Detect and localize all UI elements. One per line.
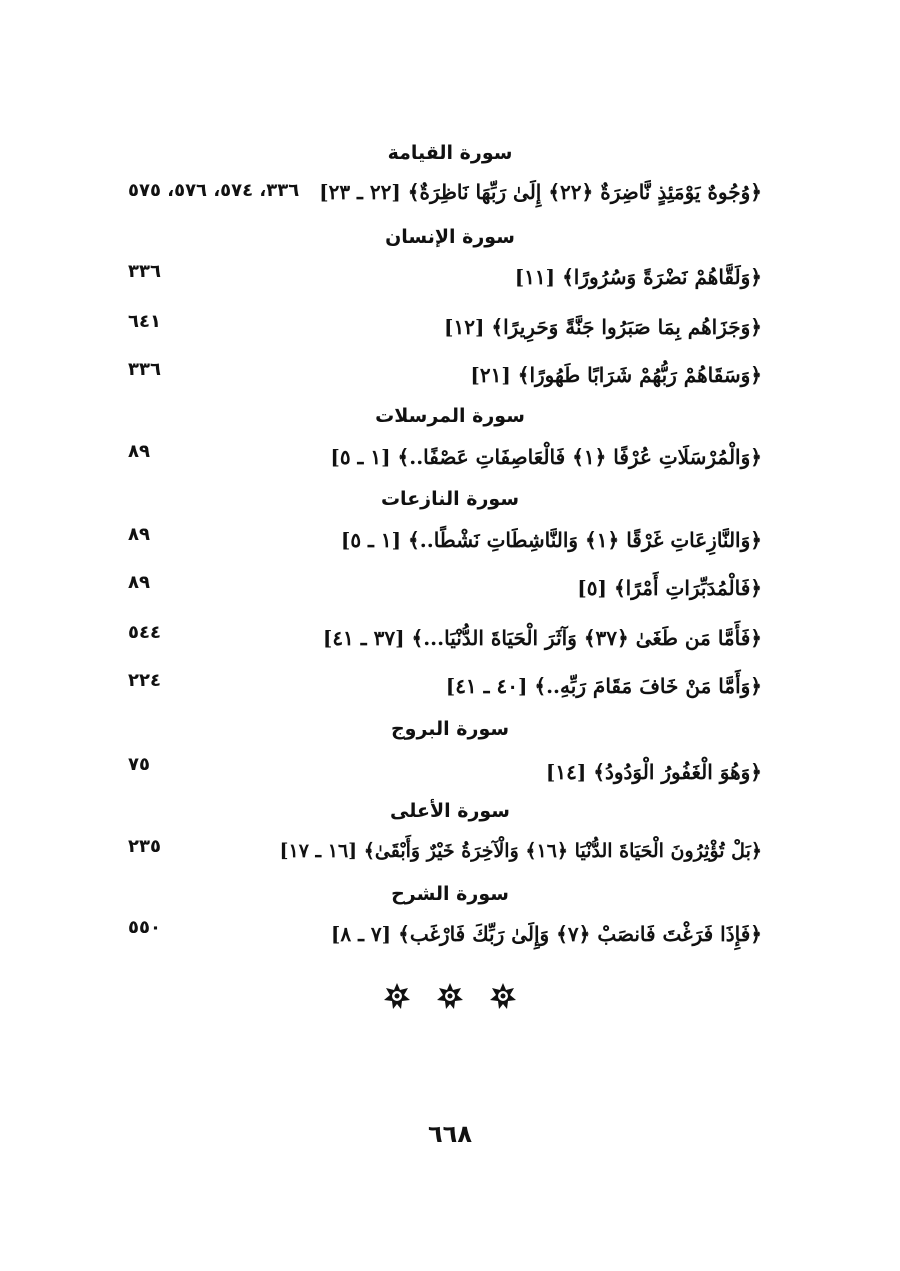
verse-text: ﴿بَلْ تُؤْثِرُونَ الْحَيَاةَ الدُّنْيَا ﴿١٦﴾ وَالْآخِرَةُ خَيْرٌ وَأَبْقَىٰ﴾ [١٦ ـ ١٧]	[279, 840, 762, 862]
verse-text: ﴿فَأَمَّا مَن طَغَىٰ ﴿٣٧﴾ وَآثَرَ الْحَيَاةَ الدُّنْيَا...﴾ [٣٧ ـ ٤١]	[322, 626, 762, 650]
verse-text: ﴿وَسَقَاهُمْ رَبُّهُمْ شَرَابًا طَهُورًا﴾ [٢١]	[470, 363, 762, 387]
verse-text: ﴿وَالْمُرْسَلَاتِ عُرْفًا ﴿١﴾ فَالْعَاصِفَاتِ عَصْفًا..﴾ [١ ـ ٥]	[330, 445, 762, 469]
page-references: ٧٥	[128, 754, 150, 775]
page-references: ٣٣٦، ٥٧٤، ٥٧٦، ٥٧٥	[128, 180, 300, 201]
surah-heading: سورة النازعات	[380, 488, 520, 510]
page-references: ٨٩	[128, 524, 150, 545]
page-references: ٥٤٤	[128, 622, 161, 643]
verse-text: ﴿وُجُوهٌ يَوْمَئِذٍ نَّاضِرَةٌ ﴿٢٢﴾ إِلَىٰ رَبِّهَا نَاظِرَةٌ﴾ [٢٢ ـ ٢٣]	[319, 180, 762, 204]
verse-text: ﴿فَإِذَا فَرَغْتَ فَانصَبْ ﴿٧﴾ وَإِلَىٰ رَبِّكَ فَارْغَب﴾ [٧ ـ ٨]	[330, 922, 762, 946]
verse-text: ﴿وَالنَّازِعَاتِ غَرْقًا ﴿١﴾ وَالنَّاشِطَاتِ نَشْطًا..﴾ [١ ـ ٥]	[340, 528, 762, 552]
page-references: ٢٢٤	[128, 670, 161, 691]
verse-text: ﴿وَجَزَاهُم بِمَا صَبَرُوا جَنَّةً وَحَرِيرًا﴾ [١٢]	[444, 315, 762, 339]
star-ornament-icon	[489, 982, 517, 1010]
page-references: ٦٤١	[128, 311, 161, 332]
surah-heading: سورة البروج	[390, 718, 510, 740]
page-references: ٨٩	[128, 572, 150, 593]
page-references: ٣٣٦	[128, 261, 161, 282]
surah-heading: سورة الإنسان	[385, 226, 515, 248]
verse-text: ﴿وَلَقَّاهُمْ نَضْرَةً وَسُرُورًا﴾ [١١]	[514, 265, 762, 289]
ornament-row	[0, 982, 900, 1014]
verse-text: ﴿فَالْمُدَبِّرَاتِ أَمْرًا﴾ [٥]	[577, 576, 762, 600]
verse-text: ﴿وَهُوَ الْغَفُورُ الْوَدُودُ﴾ [١٤]	[545, 760, 762, 784]
star-ornament-icon	[383, 982, 411, 1010]
star-ornament-icon	[436, 982, 464, 1010]
verse-text: ﴿وَأَمَّا مَنْ خَافَ مَقَامَ رَبِّهِ..﴾ [٤٠ ـ ٤١]	[445, 674, 762, 698]
surah-heading: سورة القيامة	[387, 142, 513, 164]
page-references: ٥٥٠	[128, 917, 161, 938]
page-references: ٢٣٥	[128, 836, 161, 857]
page-references: ٣٣٦	[128, 359, 161, 380]
surah-heading: سورة الشرح	[391, 883, 509, 905]
page-number: ٦٦٨	[428, 1120, 472, 1148]
surah-heading: سورة المرسلات	[375, 405, 525, 427]
page-references: ٨٩	[128, 441, 150, 462]
surah-heading: سورة الأعلى	[390, 800, 510, 822]
